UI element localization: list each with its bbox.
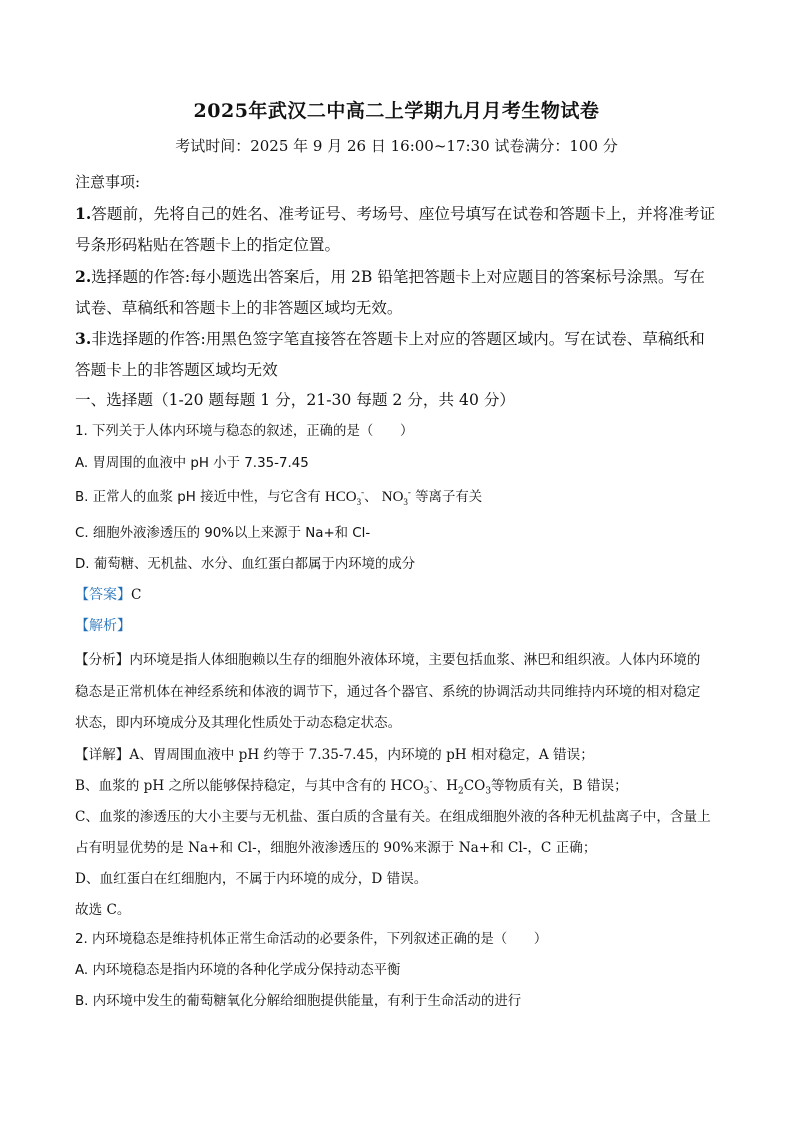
question-1-option-d: D. 葡萄糖、无机盐、水分、血红蛋白都属于内环境的成分 xyxy=(75,557,416,572)
detail-tag: 【详解】 xyxy=(75,747,130,763)
question-2-option-a: A. 内环境稳态是指内环境的各种化学成分保持动态平衡 xyxy=(75,963,401,978)
conclusion: 故选 C。 xyxy=(75,902,131,918)
notes-heading: 注意事项: xyxy=(75,173,141,191)
question-1-option-a: A. 胃周围的血液中 pH 小于 7.35-7.45 xyxy=(75,456,309,471)
detail-line-c1: C、血浆的渗透压的大小主要与无机盐、蛋白质的含量有关。在组成细胞外液的各种无机盐离子中，含量上 xyxy=(75,809,711,825)
detail-line-b: B、血浆的 pH 之所以能够保持稳定，与其中含有的 $HCO_3^-$、$H_2CO_3$等物质有关，B 错误； xyxy=(75,777,628,797)
note-2-number: 2. xyxy=(75,267,92,286)
note-1-text: 答题前，先将自己的姓名、准考证号、考场号、座位号填写在试卷和答题卡上，并将准考证 xyxy=(91,205,716,223)
detail-line-a: 【详解】A、胃周围血液中 pH 约等于 7.35-7.45，内环境的 pH 相对稳定，A 错误； xyxy=(75,747,594,763)
no3-ion: $NO_3^-$ xyxy=(381,487,411,507)
exam-info: 考试时间：2025 年 9 月 26 日 16:00~17:30 试卷满分：100 分 xyxy=(175,137,618,155)
note-1-number: 1. xyxy=(75,204,92,223)
analysis-line-2: 稳态是正常机体在神经系统和体液的调节下，通过各个器官、系统的协调活动共同维持内环境的相对稳定 xyxy=(75,684,701,700)
hco3-ion: $HCO_3^-$ xyxy=(324,487,365,507)
note-3-line-1 xyxy=(75,327,705,349)
analysis-line-3: 状态，即内环境成分及其理化性质处于动态稳定状态。 xyxy=(75,715,402,731)
answer-tag: 【答案】 xyxy=(75,587,131,603)
analysis-tag: 【分析】 xyxy=(75,652,130,668)
answer-value: C xyxy=(131,587,142,603)
note-1-line-2: 号条形码粘贴在答题卡上的指定位置。 xyxy=(75,236,341,254)
answer-line xyxy=(75,584,141,604)
analysis-heading: 【解析】 xyxy=(75,618,131,634)
analysis-line-1: 【分析】内环境是指人体细胞赖以生存的细胞外液体环境，主要包括血浆、淋巴和组织液。人体内环境的 xyxy=(75,652,701,668)
note-3-line-2: 答题卡上的非答题区域均无效 xyxy=(75,361,278,379)
question-1-option-b: B. 正常人的血浆 pH 接近中性，与它含有 $HCO_3^-$、 $NO_3^-$ 等离子有关 xyxy=(75,487,483,507)
question-1-stem: 1. 下列关于人体内环境与稳态的叙述，正确的是（ ） xyxy=(75,424,414,439)
note-1-line-1 xyxy=(75,202,715,224)
question-2-option-b: B. 内环境中发生的葡萄糖氧化分解给细胞提供能量，有利于生命活动的进行 xyxy=(75,994,522,1009)
page-title: 2025年武汉二中高二上学期九月月考生物试卷 xyxy=(193,100,600,122)
section-heading: 一、选择题（1-20 题每题 1 分，21-30 每题 2 分，共 40 分） xyxy=(75,391,516,409)
note-3-text: 非选择题的作答:用黑色签字笔直接答在答题卡上对应的答题区域内。写在试卷、草稿纸和 xyxy=(91,330,705,348)
detail-line-c2: 占有明显优势的是 Na+和 Cl-，细胞外液渗透压的 90%来源于 Na+和 Cl-，C 正确； xyxy=(75,840,597,856)
note-2-line-2: 试卷、草稿纸和答题卡上的非答题区域均无效。 xyxy=(75,299,403,317)
detail-line-d: D、血红蛋白在红细胞内，不属于内环境的成分，D 错误。 xyxy=(75,871,428,887)
note-2-text: 选择题的作答:每小题选出答案后，用 2B 铅笔把答题卡上对应题目的答案标号涂黑。写在 xyxy=(91,268,705,286)
note-2-line-1 xyxy=(75,265,705,287)
question-2-stem: 2. 内环境稳态是维持机体正常生命活动的必要条件，下列叙述正确的是（ ） xyxy=(75,932,548,947)
note-3-number: 3. xyxy=(75,329,92,348)
question-1-option-c: C. 细胞外液渗透压的 90%以上来源于 Na+和 Cl- xyxy=(75,526,371,541)
